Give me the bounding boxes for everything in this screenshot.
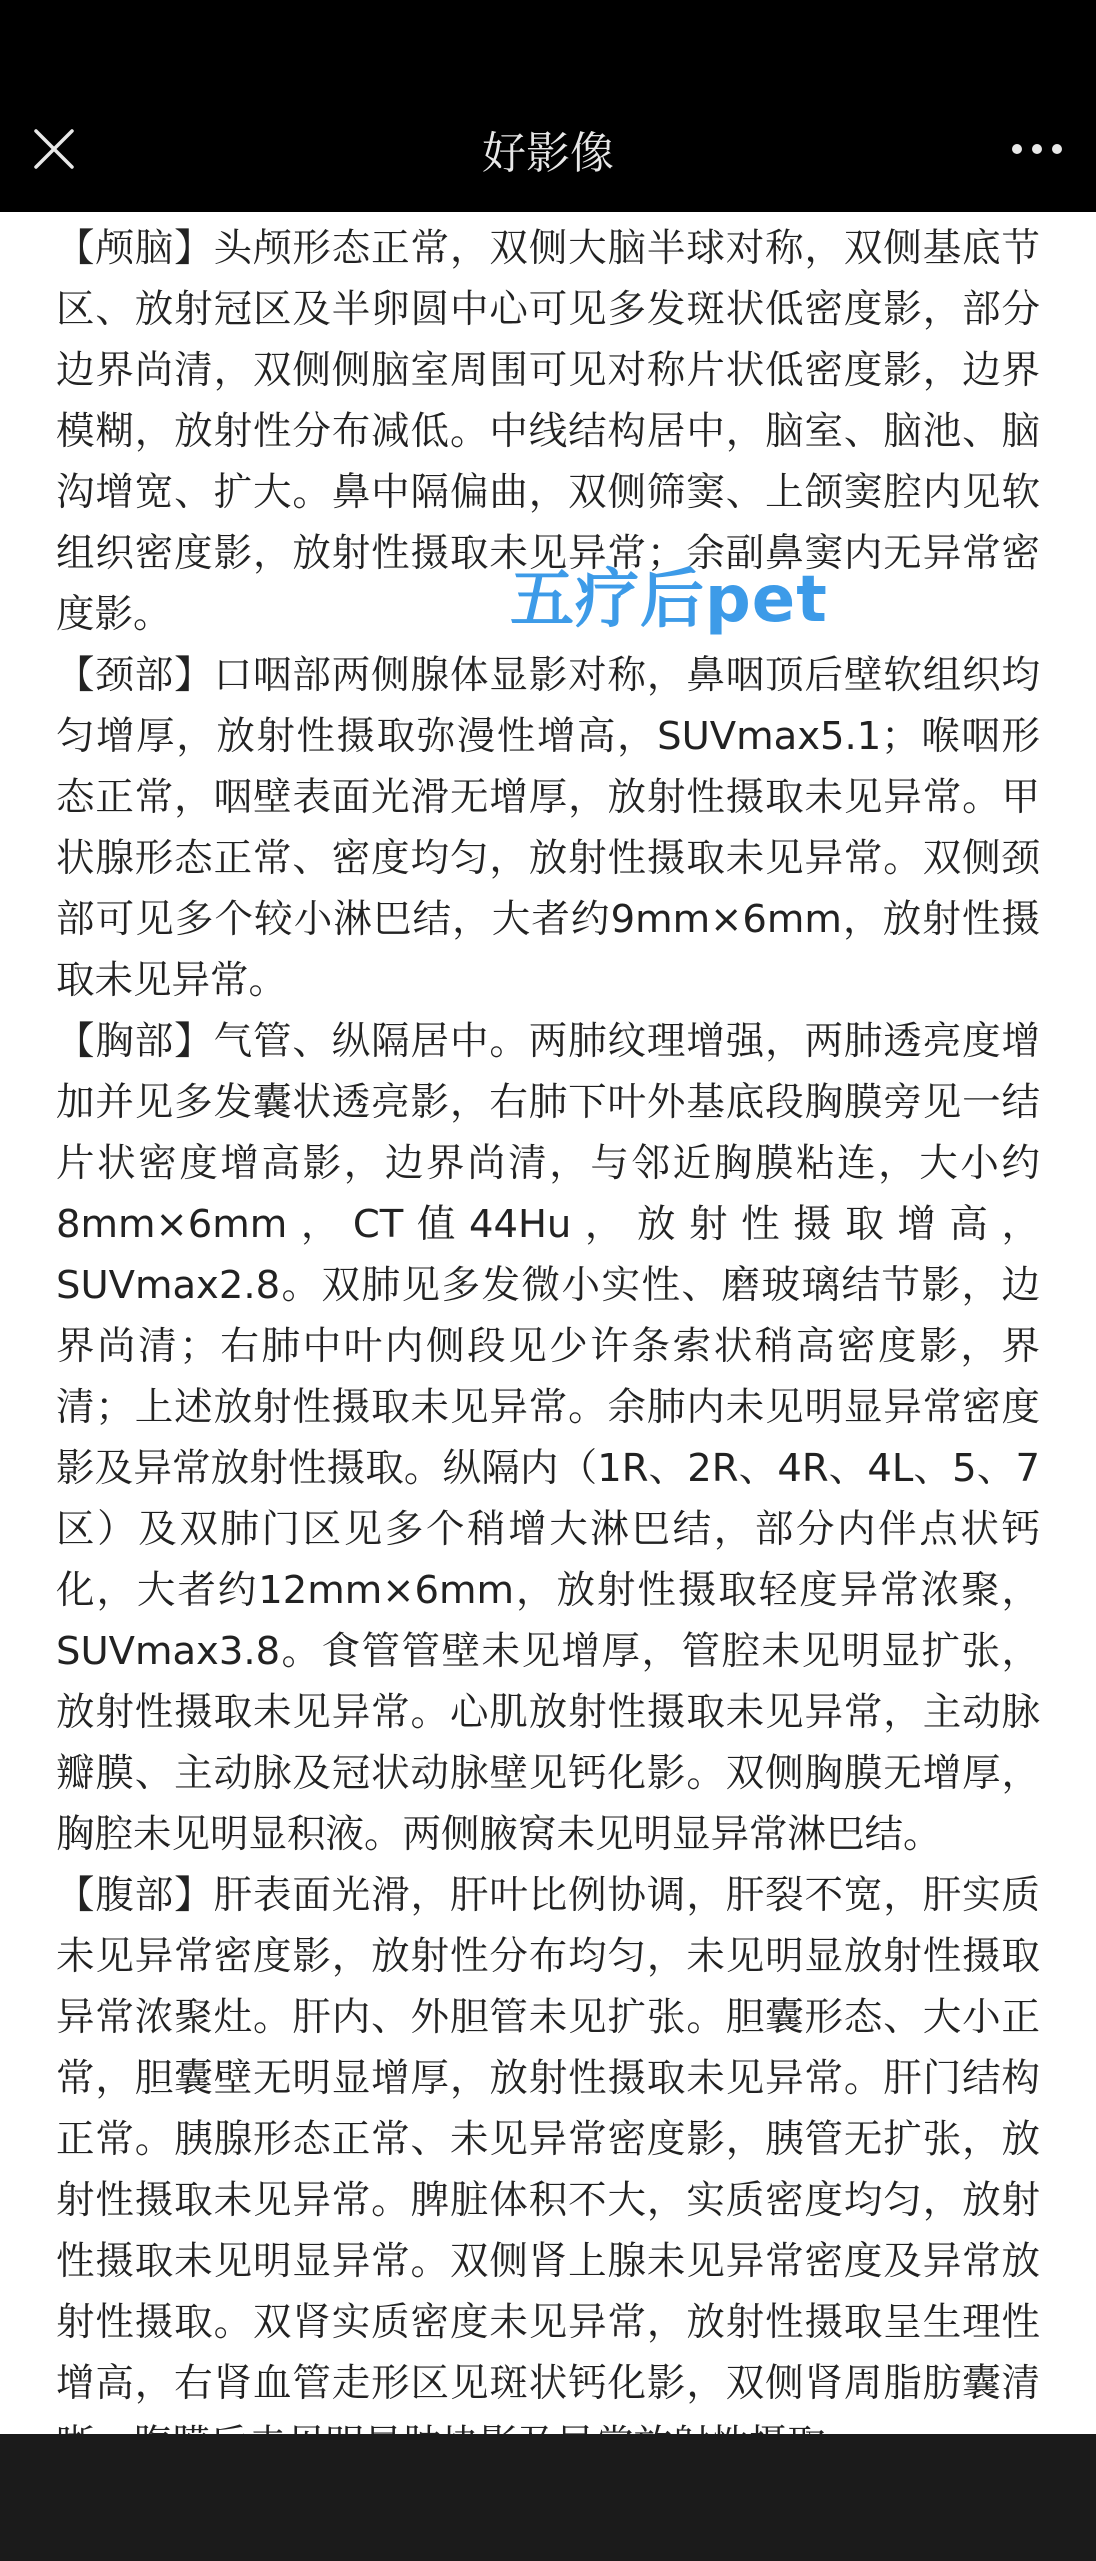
report-content[interactable] xyxy=(0,212,1096,2434)
page-title: 好影像 xyxy=(482,128,614,179)
close-button[interactable] xyxy=(24,119,84,179)
section-chest: 【胸部】气管、纵隔居中。两肺纹理增强，两肺透亮度增加并见多发囊状透亮影，右肺下叶外基底段胸膜旁见一结片状密度增高影，边界尚清，与邻近胸膜粘连，大小约8mm×6mm，CT值44Hu，放射性摄取增高，SUVmax2.8。双肺见多发微小实性、磨玻璃结节影，边界尚清；右肺中叶内侧段见少许条索状稍高密度影，界清；上述放射性摄取未见异常。余肺内未见明显异常密度影及异常放射性摄取。纵隔内（1R、2R、4R、4L、5、7区）及双肺门区见多个稍增大淋巴结，部分内伴点状钙化，大者约12mm×6mm，放射性摄取轻度异常浓聚，SUVmax3.8。食管管壁未见增厚，管腔未见明显扩张，放射性摄取未见异常。心肌放射性摄取未见异常，主动脉瓣膜、主动脉及冠状动脉壁见钙化影。双侧胸膜无增厚，胸腔未见明显积液。两侧腋窝未见明显异常淋巴结。 xyxy=(56,1019,1040,1857)
more-horizontal-icon xyxy=(1009,141,1065,157)
section-neck: 【颈部】口咽部两侧腺体显影对称，鼻咽顶后壁软组织均匀增厚，放射性摄取弥漫性增高，SUVmax5.1；喉咽形态正常，咽壁表面光滑无增厚，放射性摄取未见异常。甲状腺形态正常、密度均匀，放射性摄取未见异常。双侧颈部可见多个较小淋巴结，大者约9mm×6mm，放射性摄取未见异常。 xyxy=(56,653,1040,1003)
watermark-label: 五疗后pet xyxy=(510,563,828,637)
bottom-bar xyxy=(0,2434,1096,2561)
close-icon xyxy=(32,127,76,171)
more-options-button[interactable] xyxy=(1002,119,1072,179)
navigation-bar xyxy=(0,95,1096,212)
status-bar xyxy=(0,0,1096,95)
section-head: 【颅脑】头颅形态正常，双侧大脑半球对称，双侧基底节区、放射冠区及半卵圆中心可见多发斑状低密度影，部分边界尚清，双侧侧脑室周围可见对称片状低密度影，边界模糊，放射性分布减低。中线结构居中，脑室、脑池、脑沟增宽、扩大。鼻中隔偏曲，双侧筛窦、上颌窦腔内见软组织密度影，放射性摄取未见异常；余副鼻窦内无异常密度影。 xyxy=(56,226,1040,637)
section-abdomen: 【腹部】肝表面光滑，肝叶比例协调，肝裂不宽，肝实质未见异常密度影，放射性分布均匀，未见明显放射性摄取异常浓聚灶。肝内、外胆管未见扩张。胆囊形态、大小正常，胆囊壁无明显增厚，放射性摄取未见异常。肝门结构正常。胰腺形态正常、未见异常密度影，胰管无扩张，放射性摄取未见异常。脾脏体积不大，实质密度均匀，放射性摄取未见明显异常。双侧肾上腺未见异常密度及异常放射性摄取。双肾实质密度未见异常，放射性摄取呈生理性增高，右肾血管走形区见斑状钙化影，双侧肾周脂肪囊清 xyxy=(56,1873,1040,2406)
